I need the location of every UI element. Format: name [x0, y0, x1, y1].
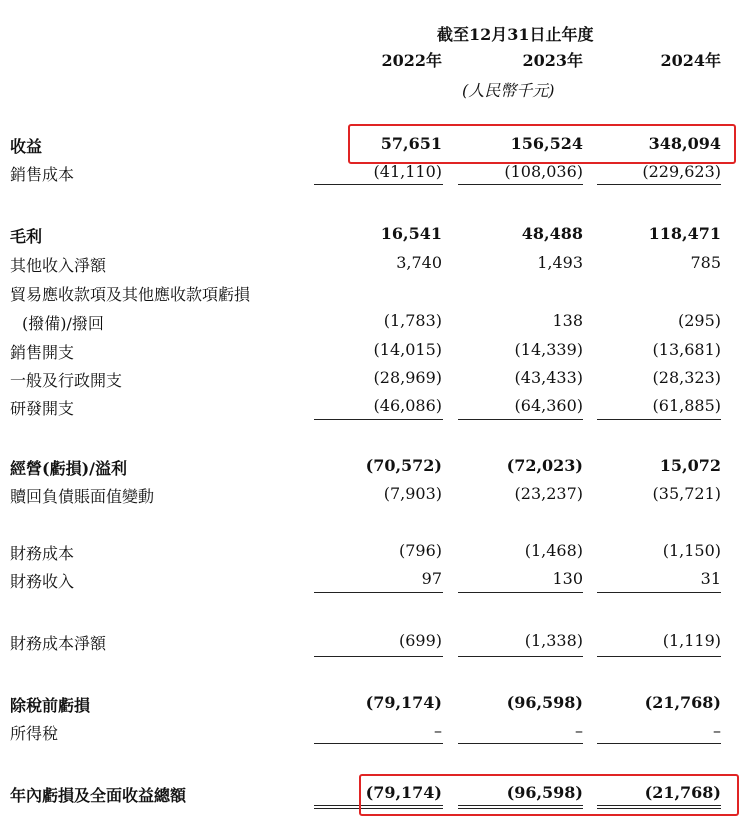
revenue-2024: 348,094 [648, 134, 721, 153]
finance-income-2023: 130 [552, 569, 583, 588]
subtotal-rule [458, 184, 583, 185]
admin-expenses-2023: (43,433) [514, 368, 583, 387]
year-2022-header: 2022年 [381, 51, 442, 70]
loss-before-tax-2024: (21,768) [644, 693, 721, 712]
subtotal-rule [314, 592, 443, 593]
net-finance-costs-2023: (1,338) [524, 631, 583, 650]
net-finance-costs-2024: (1,119) [662, 631, 721, 650]
subtotal-rule [314, 743, 443, 744]
total-highlight-box [359, 774, 739, 816]
finance-costs-2023: (1,468) [524, 541, 583, 560]
income-tax-label: 所得稅 [10, 724, 59, 743]
other-income-2022: 3,740 [396, 253, 442, 272]
finance-income-2024: 31 [700, 569, 721, 588]
total-comprehensive-loss-2023: (96,598) [506, 783, 583, 802]
period-header: 截至12月31日止年度 [437, 25, 594, 44]
operating-result-2022: (70,572) [365, 456, 442, 475]
impairment-2023: 138 [552, 311, 583, 330]
net-finance-costs-2022: (699) [398, 631, 442, 650]
operating-result-label: 經營(虧損)/溢利 [10, 459, 127, 478]
total-comprehensive-loss-2024: (21,768) [644, 783, 721, 802]
gross-profit-2024: 118,471 [648, 224, 721, 243]
redemption-liability-2024: (35,721) [652, 484, 721, 503]
revenue-highlight-box [348, 124, 736, 164]
finance-income-label: 財務收入 [10, 572, 75, 591]
income-tax-2023: – [575, 721, 583, 740]
gross-profit-label: 毛利 [10, 227, 43, 246]
impairment-label-line1: 貿易應收款項及其他應收款項虧損 [10, 285, 251, 304]
income-tax-2022: – [434, 721, 442, 740]
cost-of-sales-2023: (108,036) [504, 162, 583, 181]
selling-expenses-2023: (14,339) [514, 340, 583, 359]
subtotal-rule [314, 184, 443, 185]
subtotal-rule [458, 592, 583, 593]
subtotal-rule [314, 656, 443, 657]
operating-result-2023: (72,023) [506, 456, 583, 475]
subtotal-rule [458, 656, 583, 657]
cost-of-sales-2024: (229,623) [642, 162, 721, 181]
loss-before-tax-2022: (79,174) [365, 693, 442, 712]
gross-profit-2022: 16,541 [380, 224, 442, 243]
year-2024-header: 2024年 [660, 51, 721, 70]
total-comprehensive-loss-2022: (79,174) [365, 783, 442, 802]
income-tax-2024: – [713, 721, 721, 740]
finance-income-2022: 97 [421, 569, 442, 588]
subtotal-rule [597, 743, 721, 744]
rd-expenses-2022: (46,086) [373, 396, 442, 415]
subtotal-rule [597, 419, 721, 420]
admin-expenses-label: 一般及行政開支 [10, 371, 123, 390]
revenue-2022: 57,651 [380, 134, 442, 153]
cost-of-sales-label: 銷售成本 [10, 165, 75, 184]
loss-before-tax-label: 除稅前虧損 [10, 696, 91, 715]
selling-expenses-2024: (13,681) [652, 340, 721, 359]
other-income-label: 其他收入淨額 [10, 256, 107, 275]
year-2023-header: 2023年 [522, 51, 583, 70]
admin-expenses-2024: (28,323) [652, 368, 721, 387]
impairment-label-line2: (撥備)/撥回 [22, 314, 104, 333]
redemption-liability-2022: (7,903) [383, 484, 442, 503]
subtotal-rule [597, 656, 721, 657]
rd-expenses-label: 研發開支 [10, 399, 75, 418]
finance-costs-label: 財務成本 [10, 544, 75, 563]
revenue-label: 收益 [10, 137, 43, 156]
finance-costs-2022: (796) [398, 541, 442, 560]
revenue-2023: 156,524 [510, 134, 583, 153]
redemption-liability-label: 贖回負債賬面值變動 [10, 487, 155, 506]
impairment-2024: (295) [677, 311, 721, 330]
subtotal-rule [458, 419, 583, 420]
subtotal-rule [597, 592, 721, 593]
subtotal-rule [458, 743, 583, 744]
currency-unit: (人民幣千元) [462, 81, 555, 100]
subtotal-rule [597, 184, 721, 185]
cost-of-sales-2022: (41,110) [373, 162, 442, 181]
other-income-2023: 1,493 [537, 253, 583, 272]
finance-costs-2024: (1,150) [662, 541, 721, 560]
gross-profit-2023: 48,488 [521, 224, 583, 243]
total-comprehensive-loss-label: 年內虧損及全面收益總額 [10, 786, 187, 805]
rd-expenses-2023: (64,360) [514, 396, 583, 415]
selling-expenses-2022: (14,015) [373, 340, 442, 359]
subtotal-rule [314, 419, 443, 420]
redemption-liability-2023: (23,237) [514, 484, 583, 503]
operating-result-2024: 15,072 [659, 456, 721, 475]
net-finance-costs-label: 財務成本淨額 [10, 634, 107, 653]
loss-before-tax-2023: (96,598) [506, 693, 583, 712]
rd-expenses-2024: (61,885) [652, 396, 721, 415]
selling-expenses-label: 銷售開支 [10, 343, 75, 362]
impairment-2022: (1,783) [383, 311, 442, 330]
admin-expenses-2022: (28,969) [373, 368, 442, 387]
other-income-2024: 785 [690, 253, 721, 272]
